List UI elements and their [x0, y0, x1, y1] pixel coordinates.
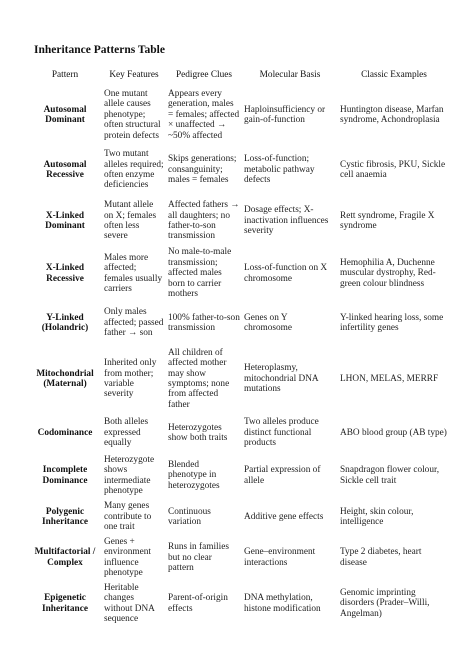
- molecular-basis-cell: Additive gene effects: [244, 511, 324, 522]
- molecular-basis-cell: Partial expression of allele: [244, 465, 321, 486]
- key-features-cell: Two mutant alleles required; often enzyme deficiencies: [104, 149, 164, 191]
- classic-examples-cell: Huntington disease, Marfan syndrome, Achondroplasia: [340, 104, 444, 125]
- pattern-cell: Multifactorial / Complex: [34, 547, 96, 568]
- pedigree-clues-cell: Blended phenotype in heterozygotes: [168, 459, 220, 491]
- header-molecular-basis: Molecular Basis: [259, 69, 321, 80]
- table-row: [28, 301, 450, 345]
- header-pattern: Pattern: [51, 69, 79, 80]
- pedigree-clues-cell: All children of affected mother may show symptoms; none from affected father: [168, 347, 230, 410]
- table-header-row: [28, 66, 450, 86]
- key-features-cell: Heterozygote shows intermediate phenotype: [104, 454, 155, 496]
- table-row: [28, 196, 450, 246]
- pattern-cell: Autosomal Recessive: [43, 159, 87, 180]
- classic-examples-cell: LHON, MELAS, MERRF: [340, 373, 439, 384]
- classic-examples-cell: Genomic imprinting disorders (Prader–Willi, Angelman): [340, 588, 430, 619]
- table-row: [28, 246, 450, 301]
- pattern-cell: Autosomal Dominant: [43, 104, 87, 125]
- molecular-basis-cell: Dosage effects; X-inactivation influences severity: [244, 205, 329, 237]
- header-classic-examples: Classic Examples: [361, 69, 427, 80]
- molecular-basis-cell: Genes on Y chromosome: [244, 312, 293, 333]
- table-row: [28, 453, 450, 498]
- pattern-cell: X-Linked Dominant: [45, 210, 85, 231]
- pattern-cell: Codominance: [37, 427, 93, 438]
- classic-examples-cell: Type 2 diabetes, heart disease: [340, 547, 422, 568]
- classic-examples-cell: Hemophilia A, Duchenne muscular dystrophy, Red-green colour blindness: [340, 257, 436, 289]
- pedigree-clues-cell: Affected fathers → all daughters; no father-to-son transmission: [168, 200, 240, 242]
- pattern-cell: Epigenetic Inheritance: [42, 593, 88, 614]
- pedigree-clues-cell: No male-to-male transmission; affected males born to carrier mothers: [168, 247, 232, 300]
- table-body: [28, 86, 450, 628]
- pedigree-clues-cell: Parent-of-origin effects: [168, 593, 228, 614]
- pattern-cell: Y-Linked (Holandric): [41, 312, 89, 333]
- pedigree-clues-cell: Skips generations; consanguinity; males = females: [168, 154, 237, 186]
- key-features-cell: Many genes contribute to one trait: [104, 501, 152, 533]
- molecular-basis-cell: Loss-of-function; metabolic pathway defects: [244, 154, 315, 186]
- pedigree-clues-cell: Appears every generation, males = females; affected × unaffected → ~50% affected: [168, 88, 240, 141]
- molecular-basis-cell: Two alleles produce distinct functional products: [244, 417, 319, 449]
- table-row: [28, 86, 450, 144]
- pattern-cell: Incomplete Dominance: [42, 465, 88, 486]
- molecular-basis-cell: Haploinsufficiency or gain-of-function: [244, 104, 326, 125]
- pattern-cell: X-Linked Recessive: [45, 263, 85, 284]
- molecular-basis-cell: Heteroplasmy, mitochondrial DNA mutations: [244, 363, 319, 395]
- key-features-cell: Both alleles expressed equally: [104, 417, 149, 449]
- classic-examples-cell: Cystic fibrosis, PKU, Sickle cell anaemia: [340, 159, 446, 180]
- molecular-basis-cell: Gene–environment interactions: [244, 547, 316, 568]
- key-features-cell: Inherited only from mother; variable severity: [104, 358, 157, 400]
- classic-examples-cell: Snapdragon flower colour, Sickle cell trait: [340, 465, 440, 486]
- pattern-cell: Polygenic Inheritance: [42, 506, 88, 527]
- classic-examples-cell: Y-linked hearing loss, some infertility genes: [340, 312, 444, 333]
- header-pedigree-clues: Pedigree Clues: [175, 69, 233, 80]
- key-features-cell: Heritable changes without DNA sequence: [104, 582, 155, 625]
- table-row: [28, 345, 450, 413]
- table-row: [28, 413, 450, 453]
- key-features-cell: Genes + environment influence phenotype: [104, 537, 151, 579]
- classic-examples-cell: ABO blood group (AB type): [340, 427, 447, 438]
- classic-examples-cell: Height, skin colour, intelligence: [340, 506, 414, 527]
- pedigree-clues-cell: 100% father-to-son transmission: [168, 312, 240, 333]
- header-key-features: Key Features: [109, 69, 159, 80]
- pedigree-clues-cell: Runs in families but no clear pattern: [168, 542, 229, 574]
- key-features-cell: One mutant allele causes phenotype; often structural protein defects: [104, 88, 161, 141]
- key-features-cell: Only males affected; passed father → son: [104, 307, 164, 339]
- table-row: [28, 498, 450, 536]
- molecular-basis-cell: Loss-of-function on X chromosome: [244, 263, 328, 284]
- key-features-cell: Mutant allele on X; females often less severe: [104, 200, 157, 242]
- key-features-cell: Males more affected; females usually carriers: [104, 252, 163, 294]
- inheritance-table: [28, 66, 450, 628]
- pedigree-clues-cell: Continuous variation: [168, 506, 211, 527]
- table-row: [28, 536, 450, 580]
- classic-examples-cell: Rett syndrome, Fragile X syndrome: [340, 210, 435, 231]
- table-row: [28, 580, 450, 628]
- table-row: [28, 144, 450, 196]
- pedigree-clues-cell: Heterozygotes show both traits: [168, 422, 228, 443]
- document-title: Inheritance Patterns Table: [34, 44, 165, 56]
- molecular-basis-cell: DNA methylation, histone modification: [244, 593, 321, 614]
- pattern-cell: Mitochondrial (Maternal): [36, 368, 94, 389]
